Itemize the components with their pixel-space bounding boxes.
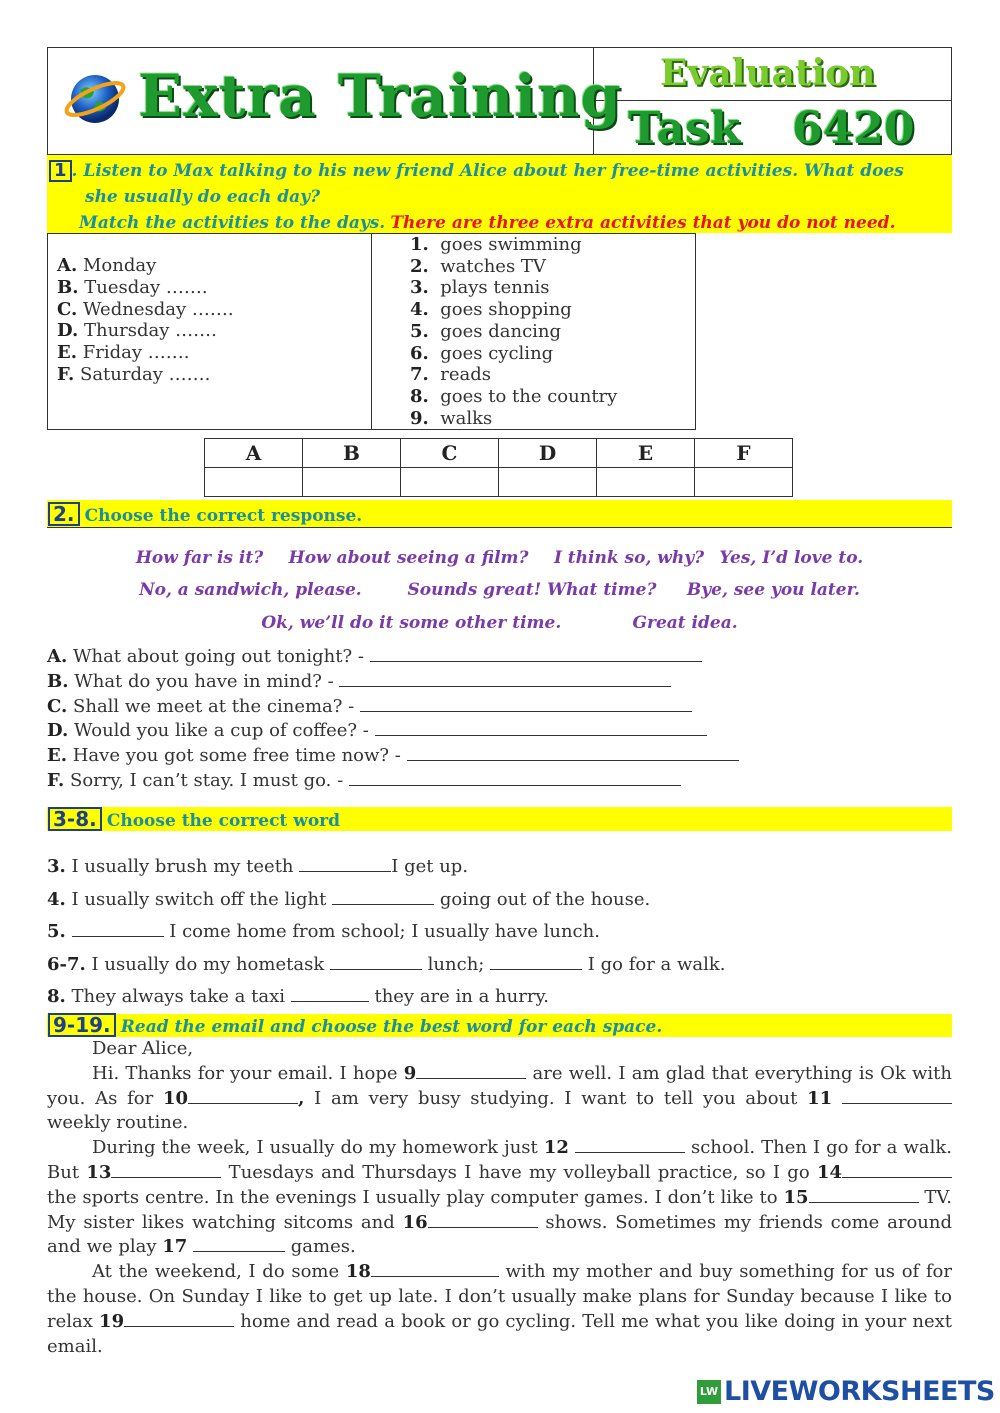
evaluation-label: Evaluation bbox=[660, 52, 876, 94]
day-item: A. Monday bbox=[57, 255, 157, 276]
grid-answer-e[interactable] bbox=[597, 468, 695, 497]
grid-answer-c[interactable] bbox=[401, 468, 499, 497]
blank[interactable] bbox=[299, 871, 391, 872]
section2-number: 2. bbox=[48, 502, 80, 526]
activity-item: 2. watches TV bbox=[410, 255, 546, 277]
blank[interactable] bbox=[330, 969, 422, 970]
liveworksheets-logo-icon: LW bbox=[697, 1380, 721, 1404]
grid-answer-a[interactable] bbox=[205, 468, 303, 497]
sentence-item: 3. I usually brush my teeth I get up. bbox=[47, 856, 469, 877]
blank[interactable] bbox=[72, 936, 164, 937]
blank-12[interactable] bbox=[575, 1152, 685, 1153]
answer-line[interactable] bbox=[375, 735, 707, 736]
sentence-item: 8. They always take a taxi they are in a hurry. bbox=[47, 986, 549, 1007]
blank[interactable] bbox=[291, 1001, 369, 1002]
header-divider-right bbox=[593, 100, 952, 101]
blank-10[interactable] bbox=[188, 1103, 298, 1104]
blank[interactable] bbox=[490, 969, 582, 970]
section1-instruction-c: Match the activities to the days. bbox=[79, 213, 386, 233]
liveworksheets-logo: LIVEWORKSHEETS bbox=[724, 1376, 995, 1407]
question-row: A. What about going out tonight? - bbox=[47, 645, 739, 670]
section3-number: 3-8. bbox=[48, 807, 102, 831]
activity-item: 4. goes shopping bbox=[410, 299, 572, 321]
grid-header-e: E bbox=[597, 439, 695, 468]
blank-16[interactable] bbox=[428, 1227, 538, 1228]
activity-item: 6. goes cycling bbox=[410, 342, 554, 364]
section1-instruction-a: . Listen to Max talking to his new friend Alice about her free-time activities. What does bbox=[71, 161, 904, 181]
question-row: B. What do you have in mind? - bbox=[47, 670, 739, 695]
section2-heading-row bbox=[48, 502, 362, 526]
blank-13[interactable] bbox=[111, 1177, 221, 1178]
answer-line[interactable] bbox=[339, 686, 671, 687]
activity-item: 7. reads bbox=[410, 364, 491, 386]
day-item: F. Saturday ……. bbox=[57, 363, 211, 385]
options-row-3 bbox=[47, 613, 952, 633]
activities-list bbox=[410, 234, 617, 429]
option: Great idea. bbox=[632, 613, 738, 633]
option: I think so, why? bbox=[553, 548, 705, 568]
options-row-1 bbox=[47, 548, 952, 568]
grid-answer-b[interactable] bbox=[303, 468, 401, 497]
grid-answer-f[interactable] bbox=[695, 468, 793, 497]
task-label: Task bbox=[628, 103, 741, 154]
option: Bye, see you later. bbox=[686, 580, 860, 600]
days-list bbox=[57, 255, 234, 386]
globe-logo-icon bbox=[62, 68, 128, 130]
match-box-divider bbox=[371, 233, 372, 430]
task-number: 6420 bbox=[792, 103, 915, 154]
section3-heading: Choose the correct word bbox=[106, 811, 341, 831]
grid-header-d: D bbox=[499, 439, 597, 468]
question-row: C. Shall we meet at the cinema? - bbox=[47, 695, 739, 720]
answer-line[interactable] bbox=[349, 785, 681, 786]
sentence-item: 4. I usually switch off the light going out of the house. bbox=[47, 888, 651, 910]
answer-line[interactable] bbox=[407, 760, 739, 761]
email-body bbox=[47, 1037, 952, 1359]
blank-9[interactable] bbox=[416, 1078, 526, 1079]
day-item: D. Thursday ……. bbox=[57, 320, 217, 342]
option: Sounds great! What time? bbox=[407, 580, 657, 600]
section3-items bbox=[47, 851, 726, 1014]
section2-questions bbox=[47, 645, 739, 794]
question-row: D. Would you like a cup of coffee? - bbox=[47, 719, 739, 744]
section2-heading: Choose the correct response. bbox=[84, 506, 363, 526]
email-paragraph-3: At the weekend, I do some 18 with my mother and buy something for us of for the house. On Sunday I like to get up late. I don’t usually make plans for Sunday because I like to relax 19 home and read a book or go cycling. Tell me what you like doing in your next email. bbox=[47, 1261, 952, 1357]
option: Ok, we’ll do it some other time. bbox=[261, 613, 562, 633]
sentence-item: 5. I come home from school; I usually have lunch. bbox=[47, 921, 600, 942]
options-row-2 bbox=[47, 580, 952, 600]
option: No, a sandwich, please. bbox=[139, 580, 362, 600]
brand-title: Extra Training bbox=[138, 62, 622, 130]
answer-line[interactable] bbox=[360, 711, 692, 712]
question-row: E. Have you got some free time now? - bbox=[47, 744, 739, 769]
activity-item: 8. goes to the country bbox=[410, 385, 618, 407]
section4-number: 9-19. bbox=[48, 1013, 116, 1037]
section1-instruction-b: she usually do each day? bbox=[85, 187, 321, 207]
answer-line[interactable] bbox=[370, 661, 702, 662]
section4-heading-row bbox=[48, 1013, 662, 1037]
blank-11[interactable] bbox=[842, 1103, 952, 1104]
sentence-item: 6-7. I usually do my hometask lunch; I go for a walk. bbox=[47, 953, 726, 975]
activity-item: 9. walks bbox=[410, 407, 493, 429]
option: Yes, I’d love to. bbox=[719, 548, 864, 568]
grid-answer-d[interactable] bbox=[499, 468, 597, 497]
activity-item: 5. goes dancing bbox=[410, 320, 562, 342]
blank-15[interactable] bbox=[809, 1202, 919, 1203]
email-paragraph-1: Hi. Thanks for your email. I hope 9 are well. I am glad that everything is Ok with you. As for 10 , I am very busy studying. I want to tell you about 11 weekly routine. bbox=[47, 1062, 952, 1134]
option: How far is it? bbox=[135, 548, 264, 568]
section4-heading: Read the email and choose the best word for each space. bbox=[120, 1017, 663, 1037]
section1-instructions bbox=[49, 158, 949, 236]
blank[interactable] bbox=[332, 904, 434, 905]
day-item: B. Tuesday ……. bbox=[57, 276, 208, 298]
blank-18[interactable] bbox=[371, 1276, 499, 1277]
question-row: F. Sorry, I can’t stay. I must go. - bbox=[47, 769, 739, 794]
email-greeting: Dear Alice, bbox=[92, 1038, 194, 1059]
day-item: E. Friday ……. bbox=[57, 342, 190, 364]
section1-instruction-red: There are three extra activities that you do not need. bbox=[390, 213, 896, 233]
grid-header-c: C bbox=[401, 439, 499, 468]
email-paragraph-2: During the week, I usually do my homework just 12 school. Then I go for a walk. But 13 Tuesdays and Thursdays I have my volleyball practice, so I go 14 the sports centre. In the evenings I usually play computer games. I don’t like to 15 TV. My sister likes watching sitcoms and 16 shows. Sometimes my friends come around and we play 17 games. bbox=[47, 1137, 953, 1258]
blank-19[interactable] bbox=[124, 1326, 234, 1327]
blank-17[interactable] bbox=[193, 1251, 285, 1252]
blank-14[interactable] bbox=[842, 1177, 952, 1178]
section3-heading-row bbox=[48, 807, 340, 831]
activity-item: 1. goes swimming bbox=[410, 234, 582, 255]
answer-grid bbox=[204, 438, 793, 497]
section1-number: 1 bbox=[49, 160, 72, 182]
activity-item: 3. plays tennis bbox=[410, 277, 550, 299]
day-item: C. Wednesday ……. bbox=[57, 298, 234, 320]
grid-header-b: B bbox=[303, 439, 401, 468]
grid-header-f: F bbox=[695, 439, 793, 468]
grid-header-a: A bbox=[205, 439, 303, 468]
option: How about seeing a film? bbox=[288, 548, 529, 568]
